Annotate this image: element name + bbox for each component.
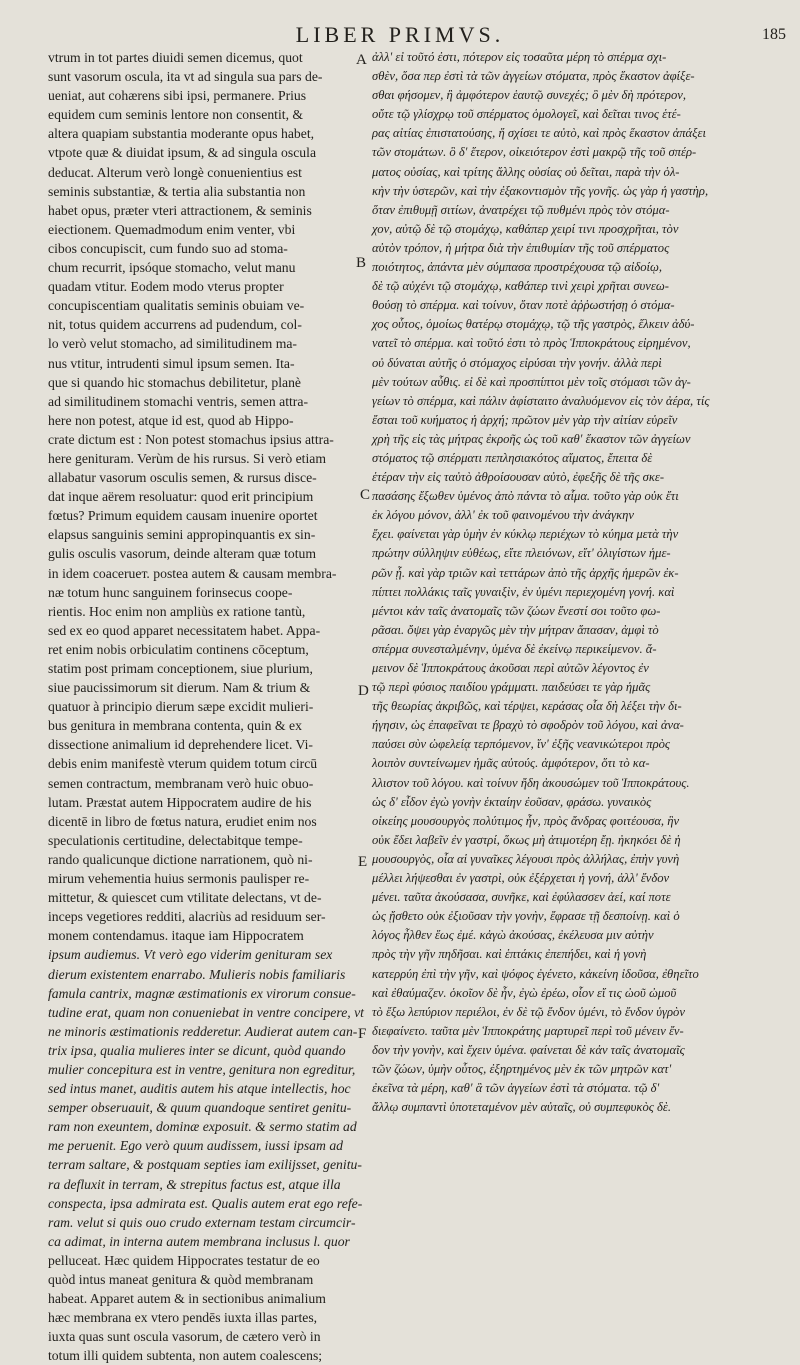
greek-line: χρὴ τῆς εἰς τὰς μήτρας ἐκροῆς ὡς τοῦ καθ' ἕκαστον τῶν ἀγγείων (372, 431, 691, 446)
greek-line: οὐ δύναται αὐτῆς ὁ στόμαχος εἰρύσαι τὴν γονήν. ἀλλὰ περὶ (372, 355, 662, 370)
latin-line: dissectione animalium id deprehendere licet. Vi- (48, 737, 313, 753)
latin-line: mittetur, & quiescet cum vtilitate delectans, vt de- (48, 890, 322, 906)
latin-line: nit, totus quidem accurrens ad pudendum, col- (48, 317, 302, 333)
greek-line: διεφαίνετο. ταῦτα μὲν Ἱπποκράτης μαρτυρεῖ περὶ τοῦ μένειν ἔν- (372, 1023, 684, 1038)
margin-marker-b: B (356, 255, 367, 271)
latin-line: næ totum hunc sanguinem forinsecus coope- (48, 584, 293, 600)
margin-marker-d: D (358, 683, 369, 699)
greek-line: κατερρύη ἐπὶ τὴν γῆν, καὶ ψόφος ἐγένετο, κἀκείνη ἰδοῦσα, ἐθηεῖτο (372, 966, 699, 981)
greek-line: χος οὗτος, ὁμοίως θατέρῳ στομάχῳ, τῷ τῆς γαστρὸς, ἕλκειν ἀδύ- (372, 317, 695, 332)
latin-line: vtrum in tot partes diuidi semen dicemus, quot (48, 50, 303, 65)
margin-marker-e: E (358, 854, 368, 870)
latin-line: gulis osculis vasorum, deinde alteram quæ totum (48, 546, 317, 562)
greek-line: ἔσται τοῦ κυήματος ἡ ἀρχή; πρῶτον μὲν γὰρ τὴν αἰτίαν εὑρεῖν (372, 412, 678, 427)
latin-line: concupiscentiam qualitatis seminis obuiam ve- (48, 298, 305, 314)
latin-line: semper obseruauit, & quum quandoque sentiret genitu- (48, 1100, 352, 1116)
greek-line: σπέρμα συνεσταλμένην, ὑμένα δὲ ἐκείνῳ περικείμενον. ἄ- (372, 641, 657, 656)
greek-line: τῷ περὶ φύσιος παιδίου γράμματι. παιδεύσει τε γὰρ ἡμᾶς (372, 680, 651, 695)
greek-line: πρὸς τὴν γῆν πηδῆσαι. καὶ ἑπτάκις ἐπεπήδει, καὶ ἡ γονὴ (372, 947, 647, 962)
greek-line: ἐκεῖνα τὰ μέρη, καθ' ἃ τῶν ἀγγείων ἐστὶ τὰ στόματα. τῷ δ' (372, 1081, 660, 1096)
greek-line: μένει. ταῦτα ἀκούσασα, συνῆκε, καὶ ἐφύλασσεν ἀεί, καί ποτε (372, 890, 671, 905)
latin-line: deducat. Alterum verò longè conuenientius est (48, 164, 302, 180)
latin-line: seminis substantiæ, & tertia alia substantia non (48, 183, 306, 199)
greek-line: ρας αἰτίας ἐπιστατούσης, ἥ σχίσει τε αὐτὸ, καὶ πρὸς ἕκαστον ἀπάξει (372, 126, 706, 141)
latin-line: in idem coacerueт. postea autem & causam membra- (48, 565, 337, 581)
latin-line: chum recurrit, ipsóque stomacho, velut manu (48, 260, 296, 276)
greek-line: στόματος τῷ σπέρματι πεπλησιακότος αἵματος, ἔπειτα δὲ (372, 450, 653, 465)
latin-line: famula cantrix, magnæ æstimationis ex virorum consue- (48, 985, 356, 1001)
greek-line: καὶ ἐθαύμαζεν. ὁκοῖον δὲ ἦν, ἐγὼ ἐρέω, οἷον εἴ τις ὠοῦ ὠμοῦ (372, 985, 677, 1000)
latin-line: debis enim manifestè vterum quidem totum circū (48, 756, 318, 772)
latin-line: trix ipsa, qualia mulieres inter se dicunt, quòd quando (48, 1042, 346, 1058)
greek-line: ήγησιν, ὡς ἐπαφεῖναι τε βραχὺ τὸ σφοδρὸν τοῦ λόγου, καὶ ἀνα- (372, 718, 684, 733)
latin-line: crate dictum est : Non potest stomachus ipsius attra- (48, 431, 334, 447)
greek-line: ὅταν ἐπιθυμῇ σιτίων, ἀνατρέχει τῷ πυθμένι πρὸς τὸν στόμα- (372, 202, 670, 217)
latin-line: rientis. Hoc enim non ampliùs ex ratione tantù, (48, 603, 306, 619)
latin-line: ra defluxit in terram, & strepitus factus est, atque illa (48, 1176, 341, 1192)
latin-line: quòd intus maneat genitura & quòd membranam (48, 1272, 314, 1287)
latin-line: sed ex eo quod apparet necessitatem habet. Appa- (48, 622, 321, 638)
greek-line: σθὲν, ὅσα περ ἐστὶ τὰ τῶν ἀγγείων στόματα, πρὸς ἕκαστον ἀφίξε- (372, 69, 695, 84)
greek-line: μέλλει λήψεσθαι ἐν γαστρὶ, οὐκ ἐξέρχεται ἡ γονή, ἀλλ' ἔνδον (372, 871, 670, 886)
greek-line: τῶν ζώων, ὑμὴν οὗτος, ἐξηρτημένος μὲν ἐκ τῶν μητρῶν κατ' (372, 1061, 672, 1076)
greek-line: ὡς δ' εἶδον ἐγὼ γονὴν ἑκταίην ἐοῦσαν, φράσω. γυναικὸς (372, 794, 652, 809)
greek-line: οὔτε τῷ γλίσχρῳ τοῦ σπέρματος ὁμολογεῖ, καὶ δεῖται τινος ἑτέ- (372, 107, 681, 122)
greek-line: τῶν στομάτων. ὃ δ' ἕτερον, οἰκειότερον ἐστὶ μακρῷ τῆς τοῦ σπέρ- (372, 145, 697, 160)
greek-line: λλιστον τοῦ λόγου. καὶ τοίνυν ἤδη ἀκουσώμεν τοῦ Ἱπποκράτους. (372, 775, 690, 790)
latin-line: equidem cum seminis lentore non consentit, & (48, 107, 304, 123)
greek-line: πρώτην σύλληψιν εὐθέως, εἴτε πλειόνων, εἴτ' ὀλιγίστων ἡμε- (372, 546, 671, 561)
greek-line: ματος οὐσίας, καὶ τρίτης ἄλλης οὐσίας οὐ δεῖται, παρὰ τὴν ὁλ- (372, 164, 680, 179)
margin-marker-c: C (360, 487, 371, 503)
greek-line: ρῶν ᾖ. καὶ γὰρ τριῶν καὶ τεττάρων ἀπὸ τῆς ἀρχῆς ἡμερῶν ἐκ- (372, 565, 679, 580)
latin-line: here non potest, atque id est, quod ab Hippo- (48, 412, 294, 428)
latin-line: speculationis certitudine, delectabitque tempe- (48, 832, 303, 848)
latin-line: dierum existentem enarrabo. Mulieris nobis familiaris (48, 966, 346, 982)
latin-line: ad similitudinem stomachi ventris, semen attra- (48, 393, 309, 409)
running-header: LIBER PRIMVS. (295, 22, 505, 47)
page-number: 185 (762, 26, 786, 43)
latin-line: que si quando hic stomachus debilitetur, planè (48, 374, 301, 390)
greek-line: νατεῖ τὸ σπέρμα. καὶ τοῦτό ἐστι τὸ πρὸς Ἱπποκράτους εἰρημένον, (372, 336, 691, 351)
latin-line: sed intus manet, auditis autem his atque intellectis, hoc (48, 1081, 351, 1097)
margin-marker-a: A (356, 52, 367, 68)
greek-line: μέντοι κἀν ταῖς ἀνατομαῖς τῶν ζώων ἔνεστί σοι τοῦτο φω- (372, 603, 661, 618)
latin-line: monem contendamus. itaque iam Hippocratem (48, 928, 304, 944)
latin-line: here genituram. Verùm de his rursus. Si verò etiam (48, 450, 326, 466)
latin-line: ipsum audiemus. Vt verò ego viderim genituram sex (48, 947, 333, 963)
latin-line: statim post primam conceptionem, siue plurium, (48, 661, 313, 676)
greek-line: πίπτει πολλάκις ταῖς γυναιξὶν, ἐν ὑμένι περιεχομένη γονή. καὶ (372, 584, 675, 599)
latin-line: me peruenit. Ego verò quum audissem, iussi ipsam ad (48, 1138, 344, 1154)
latin-line: habeat. Apparet autem & in sectionibus animalium (48, 1291, 326, 1307)
latin-line: siue paucissimorum sit dierum. Nam & trium & (48, 680, 311, 696)
latin-line: tudine erat, quam non conueniebat in ventre concipere, vt (48, 1004, 364, 1020)
latin-line: hæc membrana ex vtero pendēs iuxta illas partes, (48, 1310, 318, 1326)
greek-line: μουσουργὸς, οἷα αἱ γυναῖκες λέγουσι πρὸς ἀλλήλας, ἐπὴν γυνὴ (372, 851, 680, 866)
latin-line: rando qualicunque dictione narrationem, quò ni- (48, 851, 313, 867)
greek-line: γείων τὸ σπέρμα, καὶ πάλιν ἀφίσταιτο ἀναλυόμενον εἰς τὸν ἀέρα, τίς (372, 393, 710, 408)
latin-line: pelluceat. Hæc quidem Hippocrates testatur de eo (48, 1252, 320, 1268)
greek-column (372, 48, 782, 1248)
greek-line: δὲ τῷ αὐχένι τῷ στομάχῳ, καθάπερ τινὶ χειρὶ χρῆται συνεω- (372, 279, 669, 294)
greek-line: αὐτὸν τρόπον, ἡ μήτρα διὰ τὴν ἐπιθυμίαν τῆς τοῦ σπέρματος (372, 240, 670, 255)
latin-line: inceps vegetiores redditi, alacriùs ad residuum ser- (48, 909, 326, 925)
latin-line: lutam. Præstat autem Hippocratem audire de his (48, 794, 312, 810)
latin-line: altera quapiam substantia moderante opus habet, (48, 126, 315, 142)
latin-line: terram saltare, & postquam septies iam exilijsset, genitu- (48, 1157, 362, 1173)
latin-line: dat inque aërem resoluatur: quod erit principium (48, 489, 314, 505)
greek-line: λόγος ἦλθεν ἕως ἐμέ. κἀγὼ ἀκούσας, ἐκέλευσα μιν αὐτὴν (372, 928, 654, 943)
latin-line: habet opus, præter vteri attractionem, & seminis (48, 202, 312, 218)
latin-line: vtpote quæ & diuidat ipsum, & ad singula oscula (48, 145, 317, 161)
greek-line: ἐκ λόγου μόνον, ἀλλ' ἐκ τοῦ φαινομένου τὴν ἀνάγκην (372, 508, 634, 523)
greek-line: ἄλλῳ συμπαντὶ ὑποτεταμένον μὲν αὐταῖς, οὐ συμπεφυκὸς δὲ. (372, 1100, 671, 1115)
latin-line: ca adimat, in interna autem membrana inclusus l. quor (48, 1233, 350, 1249)
greek-line: ἑτέραν τὴν εἰς ταὐτὸ ἀθροίσουσαν αὐτὸ, ἐφεξῆς δὲ τῆς σκε- (372, 470, 665, 485)
latin-line: quatuor à principio dierum sæpe excidit mulieri- (48, 699, 314, 715)
greek-line: ρᾶσαι. ὄψει γὰρ ἐναργῶς μὲν τὴν μήτραν ἅπασαν, ἀμφὶ τὸ (372, 622, 659, 637)
greek-line: πασάσης ἔξωθεν ὑμένος ἀπὸ πάντα τὸ αἷμα. τοῦτο γὰρ οὐκ ἔτι (372, 489, 679, 504)
greek-line: τὸ ἔξω λεπύριον περιέλοι, ἐν δὲ τῷ ἔνδον ὑμένι, τὸ ἔνδον ὑγρὸν (372, 1004, 685, 1019)
latin-line: mulier concepitura est in ventre, genitura non egreditur, (48, 1061, 356, 1077)
latin-line: ram. velut si quis ouo crudo externam testam circumcir- (48, 1214, 356, 1230)
latin-line: elapsus sanguinis semini appropinquantis ex sin- (48, 527, 316, 543)
latin-line: cibos concupiscit, cum fundo suo ad stoma- (48, 240, 288, 256)
greek-line: τῆς θεωρίας ἀκριβῶς, καὶ τέρψει, κεράσας οἷα δὴ λέξει τὴν δι- (372, 699, 682, 714)
latin-line: fœtus? Primum equidem causam inuenire oportet (48, 508, 318, 524)
greek-line: οἰκείης μουσουργὸς πολύτιμος ἦν, πρὸς ἄνδρας φοιτέουσα, ἣν (372, 813, 680, 828)
latin-line: ne minoris æstimationis redderetur. Audierat autem can- (48, 1023, 358, 1039)
greek-line: κὴν τὴν ὑστερῶν, καὶ τὴν ἐξακοντισμὸν τῆς γονῆς. ὡς γὰρ ἡ γαστὴρ, (372, 183, 709, 198)
latin-line: conspecta, ipsa admirata est. Qualis autem erat ego refe- (48, 1195, 363, 1211)
latin-line: ret enim nobis orbiculatim continens cōceptum, (48, 641, 309, 657)
greek-line: θούσῃ τὸ σπέρμα. καὶ τοίνυν, ὅταν ποτὲ ἀῤῥωστήσῃ ὁ στόμα- (372, 298, 675, 313)
greek-line: δον τὴν γονὴν, καὶ ἔχειν ὑμένα. φαίνεται δὲ κἀν ταῖς ἀνατομαῖς (372, 1042, 685, 1057)
latin-line: nus vtitur, intrudenti simul ipsum semen. Ita- (48, 355, 295, 371)
margin-marker-f: F (358, 1026, 367, 1042)
latin-line: quadam vtitur. Eodem modo vterus propter (48, 279, 284, 295)
latin-line: lo verò velut stomacho, ad similitudinem ma- (48, 336, 297, 352)
latin-column (48, 48, 364, 1364)
latin-line: sunt vasorum oscula, ita vt ad singula sua pars de- (48, 69, 323, 85)
greek-line: μὲν τούτων αὖθις. εἰ δὲ καὶ προσπίπτοι μὲν τοῖς στόμασι τῶν ἀγ- (372, 374, 691, 389)
latin-line: eiectionem. Quemadmodum enim venter, vbi (48, 221, 296, 237)
greek-line: οὐκ ἔδει λαβεῖν ἐν γαστρί, ὅκως μὴ ἀτιμοτέρη ἔῃ. ἠκηκόει δὲ ἡ (372, 832, 681, 847)
greek-line: μεινον δὲ Ἱπποκράτους ἀκοῦσαι περὶ αὐτῶν λέγοντος ἐν (372, 661, 649, 675)
latin-line: ram non exeuntem, dominæ exposuit. & sermo statim ad (48, 1119, 357, 1135)
greek-line: παύσει σὺν ὠφελείᾳ τερπόμενον, ἵν' ἐξῆς νεανικώτεροι πρὸς (372, 737, 671, 752)
latin-line: allabatur vasorum osculis semen, & rursus disce- (48, 470, 317, 486)
latin-line: dicentē in libro de fœtus natura, erudiet enim nos (48, 813, 317, 829)
greek-line: ἔχει. φαίνεται γὰρ ὑμὴν ἐν κύκλῳ περιέχων τὸ κύημα μετὰ τὴν (372, 527, 679, 542)
latin-line: totum illi quidem subtenta, non autem coalescens; (48, 1348, 323, 1364)
greek-line: ἀλλ' εἰ τοῦτό ἐστι, πότερον εἰς τοσαῦτα μέρη τὸ σπέρμα σχι- (372, 50, 667, 64)
latin-line: mirum vehementia huius sermonis paulisper re- (48, 871, 310, 887)
greek-line: ποιότητος, ἀπάντα μὲν σύμπασα προστρέχουσα τῷ αἰδοίῳ, (372, 260, 663, 275)
greek-line: ὡς ᾔσθετο οὐκ ἐξιοῦσαν τὴν γονὴν, ἔφρασε τῇ δεσποίνῃ. καὶ ὁ (372, 909, 680, 924)
greek-line: χον, αὐτῷ δὲ τῷ στομάχῳ, καθάπερ χειρί τινι προσχρῆται, τὸν (372, 221, 679, 236)
greek-line: λοιπὸν συντείνωμεν ἡμᾶς αὐτούς. ἀμφότερον, ὅτι τὸ κα- (372, 756, 650, 771)
latin-line: bus genitura in membrana contenta, quin & ex (48, 718, 302, 734)
latin-line: ueniat, aut cohærens sibi ipsi, permanere. Prius (48, 88, 307, 104)
latin-line: semen contractum, membranam verò huic obuo- (48, 775, 314, 791)
latin-line: iuxta quas sunt oscula vasorum, de cætero verò in (48, 1329, 321, 1345)
greek-line: σθαι φήσομεν, ἢ ἀμφότερον ἑαυτῷ συνεχές; ὃ μὲν δὴ πρότερον, (372, 88, 687, 103)
